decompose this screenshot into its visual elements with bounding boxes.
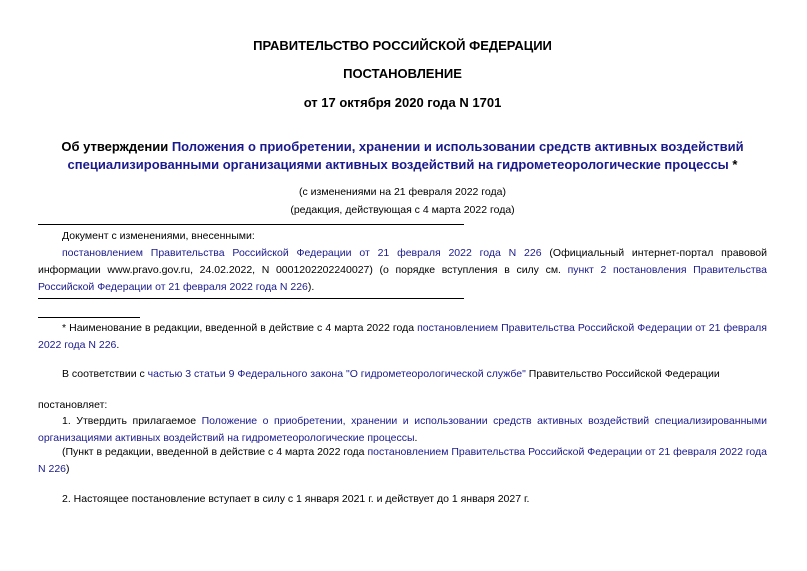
entry-into-force-link[interactable]: пункт 2 постановления Правительства Российской Федерации от 21 февраля 2022 года N 226	[38, 264, 767, 293]
basis-text-2: Правительство Российской Федерации	[525, 368, 720, 380]
decrees-word: постановляет:	[38, 399, 108, 411]
footnote-text: * Наименование в редакции, введенной в действие с 4 марта 2022 года	[62, 322, 418, 334]
government-heading: ПРАВИТЕЛЬСТВО РОССИЙСКОЙ ФЕДЕРАЦИИ	[253, 38, 552, 53]
footnote-rule	[38, 317, 140, 318]
divider-top	[38, 224, 464, 225]
regulation-link[interactable]: Положение о приобретении, хранении и использовании средств активных воздействий специализированными организациями активных воздействий на гидрометеорологические процессы	[38, 415, 767, 444]
document-page	[38, 0, 767, 571]
footnote-end: .	[116, 339, 120, 351]
revision-edition: (редакция, действующая с 4 марта 2022 года)	[290, 204, 515, 216]
item-1-text: 1. Утвердить прилагаемое	[62, 415, 202, 427]
item-1	[38, 413, 767, 447]
item-1-end: .	[414, 432, 418, 444]
item-1-note-link[interactable]: постановлением Правительства Российской Федерации от 21 февраля 2022 года N 226	[38, 446, 768, 475]
amendment-source: (Официальный интернет-портал правовой информации www.pravo.gov.ru, 24.02.2022, N 0001202202240027) (о порядке вступления в силу см.	[38, 247, 767, 276]
title-suffix: *	[728, 157, 738, 172]
divider-bottom	[38, 298, 464, 299]
amendment-link[interactable]: постановлением Правительства Российской Федерации от 21 февраля 2022 года N 226	[62, 247, 542, 259]
document-title	[38, 138, 767, 174]
document-type-heading: ПОСТАНОВЛЕНИЕ	[343, 66, 462, 81]
basis-text: В соответствии с	[62, 368, 148, 380]
item-1-note-text: (Пункт в редакции, введенной в действие с 4 марта 2022 года	[62, 446, 368, 458]
title-link[interactable]: Положения о приобретении, хранении и использовании средств активных воздействий специализированными организациями активных воздействий на гидрометеорологические процессы	[67, 139, 744, 172]
changes-list	[38, 245, 767, 296]
revision-changes: (с изменениями на 21 февраля 2022 года)	[299, 186, 506, 198]
changes-intro: Документ с изменениями, внесенными:	[62, 230, 255, 242]
basis-paragraph	[38, 366, 767, 383]
footnote	[38, 320, 767, 354]
item-2: 2. Настоящее постановление вступает в силу с 1 января 2021 г. и действует до 1 января 2027 г.	[62, 493, 530, 505]
title-prefix: Об утверждении	[61, 139, 172, 154]
date-number-heading: от 17 октября 2020 года N 1701	[303, 95, 502, 110]
changes-end: ).	[307, 281, 315, 293]
law-link[interactable]: частью 3 статьи 9 Федерального закона "О гидрометеорологической службе"	[147, 368, 526, 380]
item-1-note-end: )	[66, 463, 70, 475]
footnote-link[interactable]: постановлением Правительства Российской Федерации от 21 февраля 2022 года N 226	[38, 322, 767, 351]
item-1-note	[38, 444, 767, 478]
